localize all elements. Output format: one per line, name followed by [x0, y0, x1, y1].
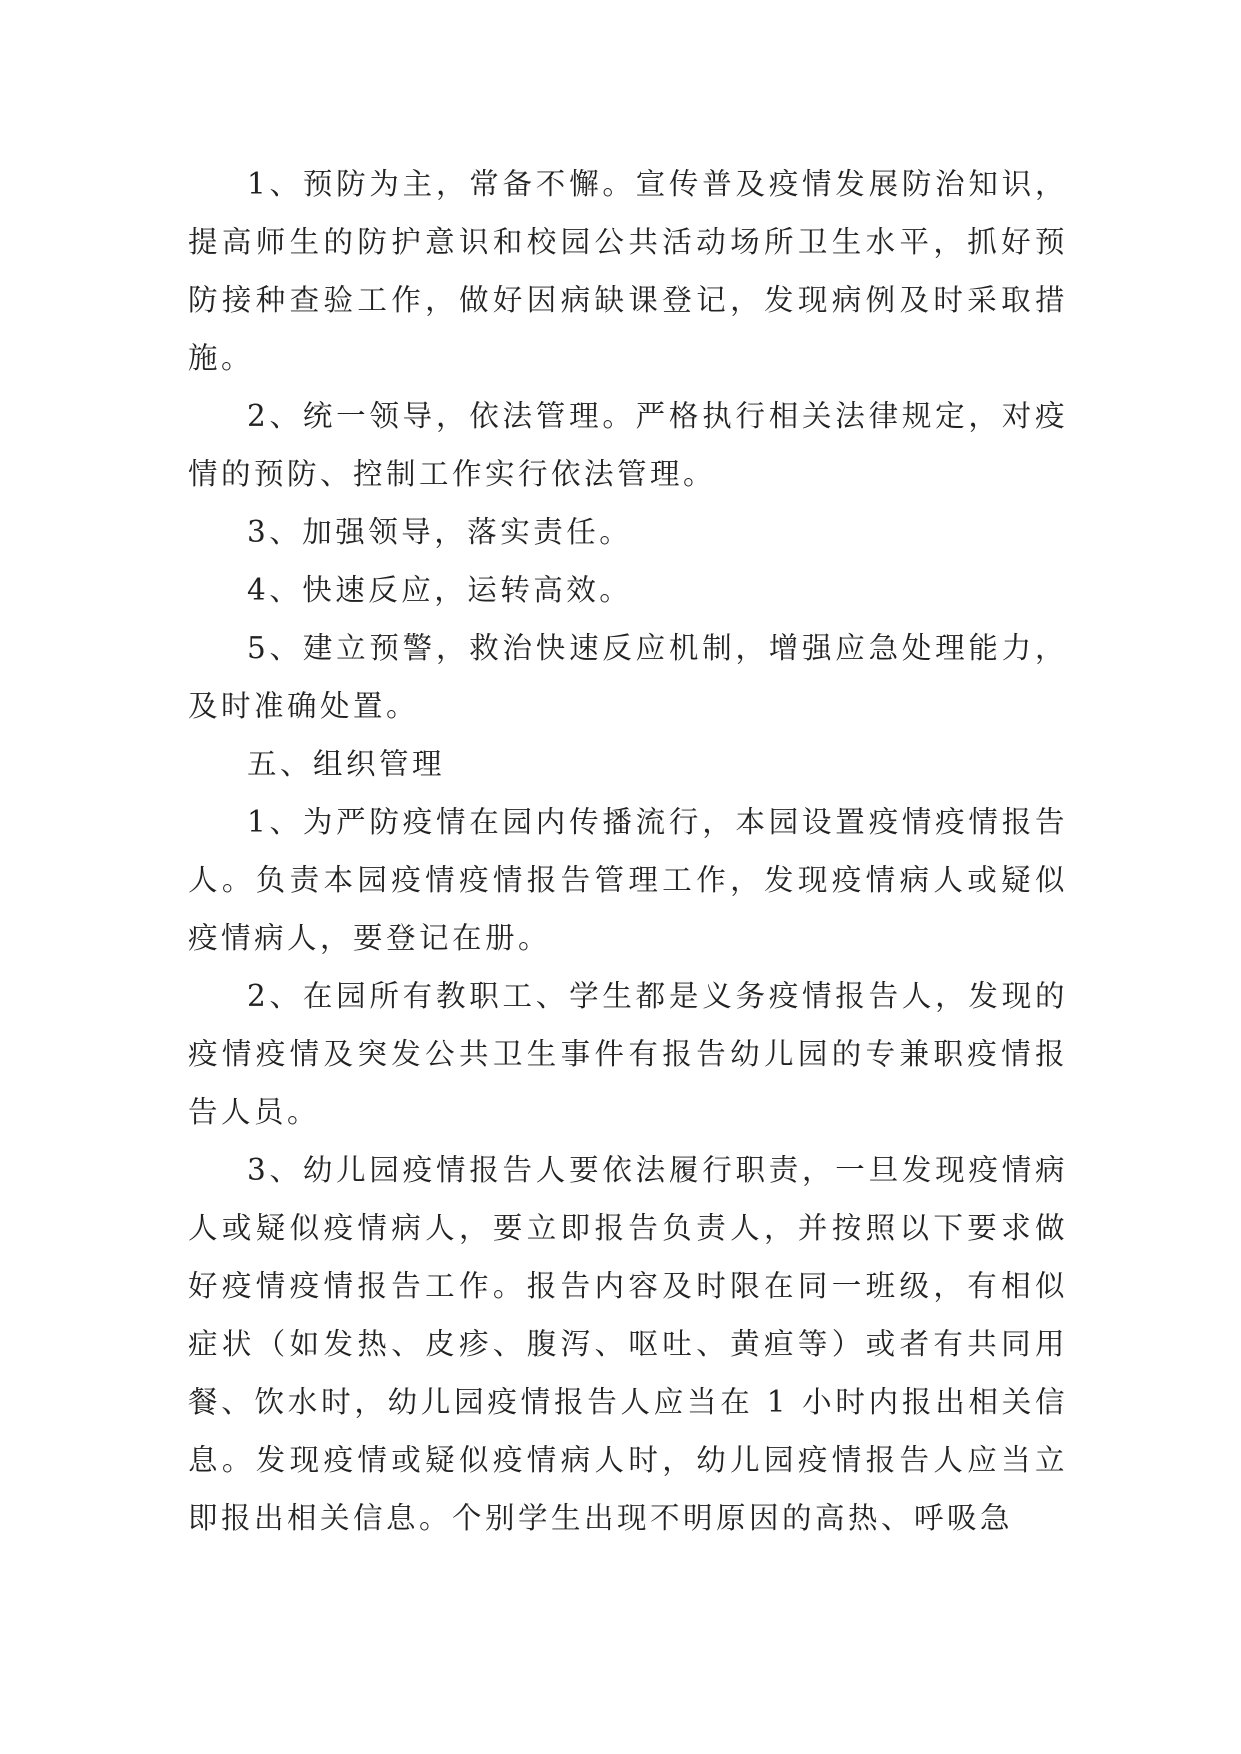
paragraph-principle-2: 2、统一领导，依法管理。严格执行相关法律规定，对疫情的预防、控制工作实行依法管理。 — [188, 399, 1068, 491]
paragraph-organization-2: 2、在园所有教职工、学生都是义务疫情报告人，发现的疫情疫情及突发公共卫生事件有报告幼儿园的专兼职疫情报告人员。 — [188, 979, 1068, 1129]
paragraph-principle-3: 3、加强领导，落实责任。 — [247, 515, 633, 549]
paragraph-principle-4: 4、快速反应，运转高效。 — [247, 573, 633, 607]
paragraph-organization-1: 1、为严防疫情在园内传播流行，本园设置疫情疫情报告人。负责本园疫情疫情报告管理工作，发现疫情病人或疑似疫情病人，要登记在册。 — [188, 805, 1068, 955]
paragraph-organization-3: 3、幼儿园疫情报告人要依法履行职责，一旦发现疫情病人或疑似疫情病人，要立即报告负责人，并按照以下要求做好疫情疫情报告工作。报告内容及时限在同一班级，有相似症状（如发热、皮疹、腹泻、呕吐、黄疸等）或者有共同用餐、饮水时，幼儿园疫情报告人应当在 1 小时内报出相关信息。发现疫情或疑似疫情病人时，幼儿园疫情报告人应当立即报出相关信息。个别学生出现不明原因的高热、呼吸急 — [188, 1153, 1068, 1535]
document-body — [188, 155, 1068, 1547]
section-heading-organization: 五、组织管理 — [247, 747, 446, 781]
paragraph-principle-5: 5、建立预警，救治快速反应机制，增强应急处理能力，及时准确处置。 — [188, 631, 1068, 723]
paragraph-principle-1: 1、预防为主，常备不懈。宣传普及疫情发展防治知识，提高师生的防护意识和校园公共活动场所卫生水平，抓好预防接种查验工作，做好因病缺课登记，发现病例及时采取措施。 — [188, 167, 1068, 375]
